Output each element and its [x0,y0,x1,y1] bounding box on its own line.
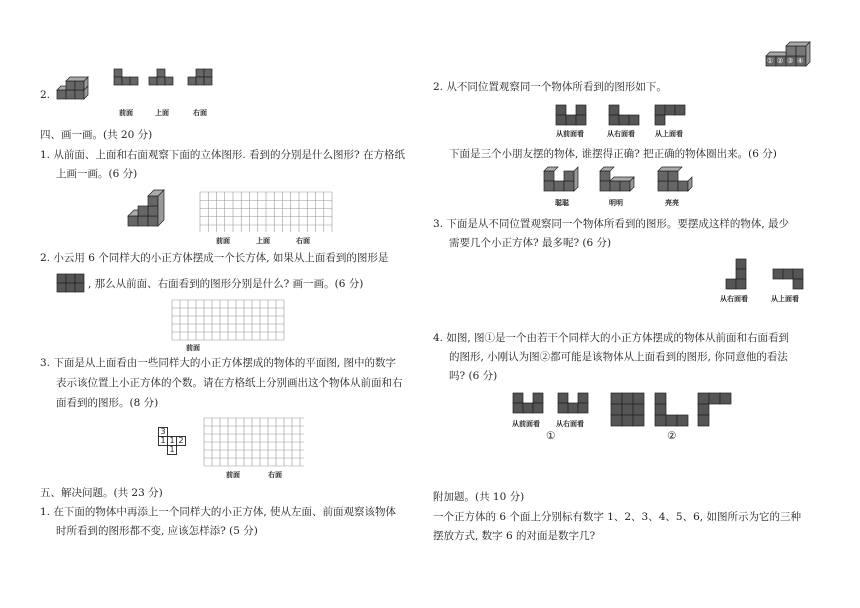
cube-number: ① [767,57,774,65]
caption: 从右面看 [607,130,635,138]
section-heading: 四、画一画。(共 20 分) [40,129,153,141]
right-view-shape [187,68,213,88]
section-heading: 附加题。(共 10 分) [433,491,525,503]
top-view-shape [148,68,174,88]
child-name: 聪聪 [555,199,569,207]
caption: 右面 [193,109,207,117]
caption: 上面 [155,109,169,117]
caption: 从上面看 [655,130,683,138]
figure-1-right [557,392,593,416]
figure-2-grid [610,392,646,428]
grid-paper [204,418,304,466]
child-name: 亮亮 [665,199,679,207]
plan-cell: 3 [158,427,168,437]
plan-cell: 1 [167,436,177,446]
question-number: 2. [40,89,51,101]
child-name: 明明 [609,199,623,207]
right-view-shape [724,258,750,290]
question-text: 2. 小云用 6 个同样大的小正方体摆成一个长方体, 如果从上面看到的图形是 [40,252,389,264]
question-text: 表示该位置上小正方体的个数。请在方格纸上分别画出这个物体从前面和右 [56,377,403,389]
question-text: 时所看到的图形都不变, 应该怎样添? (5 分) [56,525,258,537]
cube-number: ③ [787,57,794,65]
question-text: 一个正方体的 6 个面上分别标有数字 1、2、3、4、5、6, 如图所示为它的三种 [433,511,801,523]
grid-paper [172,300,284,340]
caption: 从前面看 [556,130,584,138]
cube-figure-icon [55,78,95,106]
question-text: 面看到的图形。(8 分) [56,397,159,409]
question-text: 4. 如图, 图①是一个由若干个同样大的小正方体摆成的物体从前面和右面看到 [433,332,790,344]
question-text: 吗? (6 分) [449,370,498,382]
plan-view [158,427,186,457]
figure-1-front [512,392,548,416]
solid-figure-icon [542,167,582,195]
question-text: 需要几个小正方体? 最多呢? (6 分) [449,237,612,249]
question-text: 2. 从不同位置观察同一个物体所看到的图形如下。 [433,81,667,93]
solid-figure-icon [598,167,638,195]
caption: 上面 [256,237,270,245]
caption: 从右面看 [556,420,584,428]
figure-2-corner-shape [697,392,733,428]
solid-figure-icon [126,190,174,232]
question-text: 3. 下面是从不同位置观察同一个物体所看到的图形。要摆成这样的物体, 最少 [433,218,790,230]
caption: 从右面看 [720,295,748,303]
grid-paper [200,192,332,232]
cube-number: ④ [797,57,804,65]
caption: 从上面看 [771,295,799,303]
section-heading: 五、解决问题。(共 23 分) [40,487,163,499]
caption: 前面 [186,344,200,352]
figure-2-l-shape [654,392,690,428]
figure-mark: ② [667,430,677,442]
question-text: 3. 下面是从上面看由一些同样大的小正方体摆成的物体的平面图, 图中的数字 [40,357,397,369]
top-view-rect-shape [56,273,86,293]
question-text: 上画一画。(6 分) [56,168,138,180]
caption: 右面 [268,471,282,479]
question-text: 1. 在下面的物体中再添上一个同样大的小正方体, 使从左面、前面观察该物体 [40,506,397,518]
question-text: , 那么从前面、右面看到的图形分别是什么? 画一画。(6 分) [88,278,364,290]
figure-mark: ① [546,430,556,442]
front-view-shape [555,104,589,126]
solid-figure-icon [656,167,696,195]
caption: 前面 [119,109,133,117]
top-view-shape [654,104,688,126]
question-text: 下面是三个小朋友摆的物体, 谁摆得正确? 把正确的物体圈出来。(6 分) [449,148,777,160]
plan-cell: 1 [167,445,177,455]
question-text: 的图形, 小刚认为图②都可能是该物体从上面看到的图形, 你同意他的看法 [449,351,788,363]
caption: 从前面看 [512,420,540,428]
caption: 右面 [296,237,310,245]
top-view-shape [772,268,808,290]
caption: 前面 [216,237,230,245]
cube-number: ② [777,57,784,65]
caption: 前面 [226,471,240,479]
plan-cell: 2 [176,436,186,446]
question-text: 1. 从前面、上面和右面观察下面的立体图形. 看到的分别是什么图形? 在方格纸 [40,149,405,161]
question-text: 摆放方式, 数字 6 的对面是数字几? [433,530,596,542]
plan-cell: 1 [158,436,168,446]
right-view-shape [608,104,642,126]
front-view-shape [113,68,139,88]
